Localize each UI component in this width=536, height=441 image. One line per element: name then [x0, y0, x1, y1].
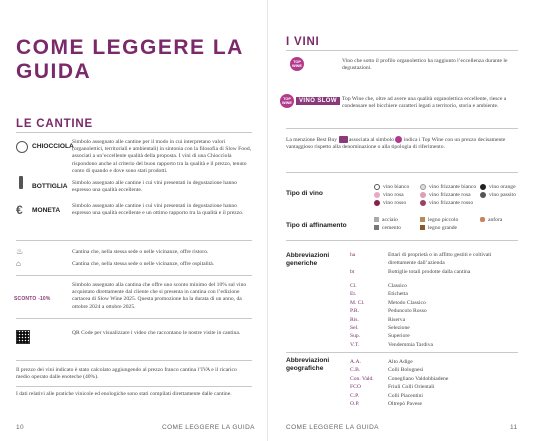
top-wine-desc: Vino che sotto il profilo organolettico ha raggiunto l’eccellenza durante le degustazioni. [342, 58, 508, 72]
small-barrel-icon [420, 217, 425, 222]
section-title-cantine: LE CANTINE [16, 118, 93, 130]
divider [286, 128, 518, 129]
top-wine-badge: TOP WINE [290, 57, 304, 71]
symbol-desc: Simbolo assegnato alle cantine per il modo in cui interpretano valori (organolettici, territoriali e ambientali) in sintonia con la filosofia di Slow Food, associati a un’eccellente qualità della proposta. I vini di una Chiocciola rispondono anche al criterio del buon rapporto tra la qualità e il prezzo, tenuto conto di quando e dove sono stati prodotti. [72, 139, 252, 174]
divider [16, 240, 252, 241]
wine-type-item: vino rosa [374, 191, 409, 199]
abbr-ha: ha [350, 252, 356, 258]
top-wine-mini-icon [395, 136, 402, 143]
abbr-list: Cl. Et. M. Cl. P.R. Ris. Sel. Sup. V.T. [350, 283, 365, 348]
wine-type-item: vino frizzante rosso [420, 199, 476, 207]
steel-icon [374, 217, 379, 222]
tipo-vino-label: Tipo di vino [286, 190, 323, 197]
discount-badge: SCONTO -10% [14, 296, 51, 302]
divider [286, 172, 518, 173]
aff-col-2 [420, 216, 458, 232]
symbol-name: BOTTIGLIA [32, 183, 68, 190]
wine-type-dot [374, 184, 380, 190]
vino-slow-badge: VINO SLOW [296, 97, 340, 105]
divider [286, 352, 518, 353]
price-note: Il prezzo dei vini indicato è stato calcolato aggiungendo al prezzo franco cantina l’IVA e il ricarico medio operato dalle enoteche (40%). [16, 367, 237, 381]
aff-item: cemento [374, 224, 401, 232]
divider [16, 318, 252, 319]
footer-title: COME LEGGERE LA GUIDA [162, 424, 255, 431]
aff-col-3 [480, 216, 502, 224]
divider [16, 386, 252, 387]
wine-type-dot [480, 192, 486, 198]
divider [286, 50, 518, 51]
symbol-desc: Simbolo assegnato alle cantine i cui vini presentati in degustazione hanno espresso una qualità eccellente. [72, 180, 237, 194]
bottle-icon [19, 176, 23, 189]
discount-desc: Simbolo assegnato alla cantina che offre uno sconto minimo del 10% sul vino acquistato direttamente dal cliente che si presenta in cantina con l’edizione cartacea di Slow Wine 2025. Questa promozione ha la durata di un anno, da ottobre 2024 a ottobre 2025. [72, 282, 247, 310]
top-wine-badge-small: TOP WINE [280, 94, 294, 108]
chef-hat-icon: ♨ [16, 247, 24, 256]
wine-type-item: vino passito [480, 191, 516, 199]
qr-desc: QR Code per visualizzare i video che raccontano le nostre visite in cantina. [72, 330, 241, 336]
footer-title: COME LEGGERE LA GUIDA [286, 424, 379, 431]
symbol-name: CHIOCCIOLA [32, 143, 74, 150]
cement-icon [374, 225, 379, 230]
divider [16, 132, 252, 133]
service-desc: Cantina che, nella stessa sede o nelle vicinanze, offre ospitalità. [72, 261, 215, 267]
meaning-bt: Bottiglie totali prodotte dalla cantina [388, 269, 471, 275]
aff-item: anfora [480, 216, 502, 224]
symbol-desc: Simbolo assegnato alle cantine i cui vini presentati in degustazione hanno espresso una qualità eccellente e un ottimo rapporto tra la qualità e il prezzo. [72, 203, 244, 217]
bed-icon: ⌂ [16, 259, 21, 268]
section-title-vini: I VINI [286, 36, 320, 48]
wine-type-dot [420, 200, 426, 206]
large-barrel-icon [420, 225, 425, 230]
page-number: 10 [16, 424, 25, 431]
wine-type-item: vino orange [480, 183, 516, 191]
euro-icon: € [16, 203, 23, 217]
divider [16, 275, 252, 276]
meaning-ha: Ettari di proprietà o in affitto gestiti e coltivati direttamente dall’azienda [388, 252, 492, 267]
snail-icon [16, 141, 28, 153]
abbr-bt: bt [350, 269, 355, 275]
service-desc: Cantina che, nella stessa sede o nelle vicinanze, offre ristoro. [72, 249, 209, 255]
affinamento-label: Tipo di affinamento [286, 222, 347, 229]
tipo-vino-col-1 [374, 183, 409, 207]
divider [16, 360, 252, 361]
aff-item: legno grande [420, 224, 458, 232]
best-buy-icon [339, 136, 348, 143]
best-buy-text-1: La menzione Best Buy [286, 136, 338, 143]
wine-type-dot [480, 184, 486, 190]
wine-type-item: vino rosso [374, 199, 409, 207]
best-buy-text-3: indica i Top Wine con un prezzo decisamente vantaggioso rispetto alla denominazione o alla tipologia di riferimento. [286, 136, 506, 150]
wine-type-dot [420, 192, 426, 198]
abbr-geo-label: Abbreviazioni geografiche [286, 357, 330, 372]
meaning-list: Classico Etichetta Metodo Classico Peduncolo Rosso Riserva Selezione Superiore Vendemmia Tardiva [388, 283, 434, 348]
amphora-icon [480, 217, 485, 222]
qr-code-icon [16, 330, 30, 344]
abbr-generic-label: Abbreviazioni generiche [286, 252, 330, 267]
wine-type-dot [374, 192, 380, 198]
wine-type-item: vino frizzante rosa [420, 191, 476, 199]
tipo-vino-col-2 [420, 183, 476, 207]
wine-type-dot [374, 200, 380, 206]
symbol-name: MONETA [32, 207, 61, 214]
tipo-vino-col-3 [480, 183, 516, 199]
page-number: 11 [510, 424, 518, 431]
divider [286, 240, 518, 241]
best-buy-text-2: associata al simbolo [348, 136, 394, 143]
aff-col-1 [374, 216, 401, 232]
wine-type-item: vino frizzante bianco [420, 183, 476, 191]
wine-type-item: vino bianco [374, 183, 409, 191]
aff-item: acciaio [374, 216, 401, 224]
data-note: I dati relativi alle pratiche vinicole ed enologiche sono stati compilati direttamente dalle cantine. [16, 391, 232, 397]
best-buy-text [286, 136, 518, 151]
aff-item: legno piccolo [420, 216, 458, 224]
abbr-geo-list: A.A. C.B. Con. Vald. FCO C.P. O.P. [350, 359, 374, 408]
vino-slow-desc: Top Wine che, oltre ad avere una qualità organolettica eccellente, riesce a condensare nel bicchiere caratteri legati a territorio, storia e ambiente. [342, 96, 507, 110]
page-title: COME LEGGERE LA GUIDA [16, 36, 244, 83]
meaning-geo-list: Alto Adige Colli Bolognesi Conegliano Valdobbiadene Friuli Colli Orientali Colli Piacentini Oltrepò Pavese [388, 359, 449, 408]
right-page [268, 0, 536, 441]
wine-type-dot [420, 184, 426, 190]
